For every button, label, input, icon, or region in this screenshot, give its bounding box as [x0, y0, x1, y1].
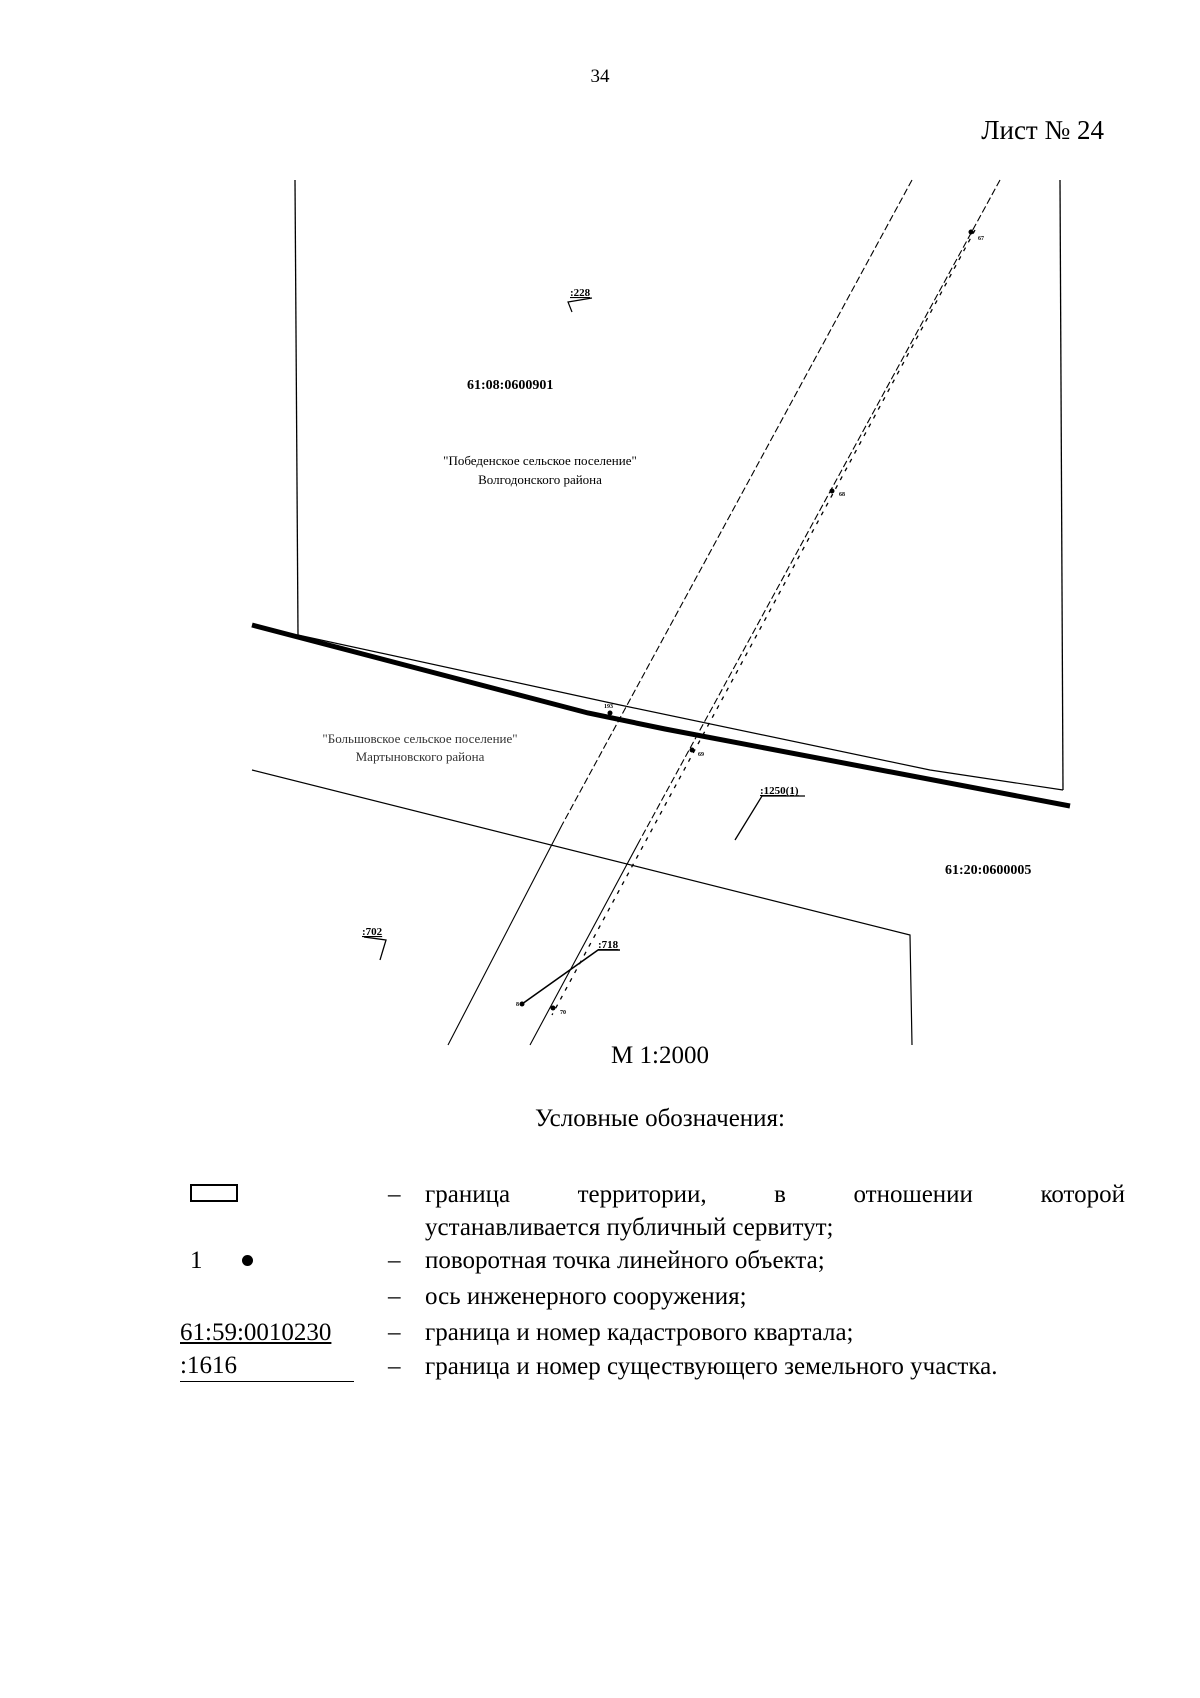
point-8-marker: [520, 1002, 525, 1007]
point-193-marker: [608, 711, 613, 716]
engineering-axis: [552, 230, 975, 1015]
settlement-south-line1: "Большовское сельское поселение": [322, 731, 518, 746]
quarter-number-sample: 61:59:0010230: [180, 1319, 332, 1346]
legend-desc-land-parcel: граница и номер существующего земельного участка.: [425, 1353, 998, 1380]
point-number-sample: 1: [190, 1247, 203, 1274]
servitude-line-west: [448, 825, 562, 1045]
legend-dash: –: [388, 1283, 401, 1310]
legend-dash: –: [388, 1353, 401, 1380]
point-193-label: 193: [604, 704, 613, 710]
legend-word: в: [774, 1181, 786, 1208]
parcel-number-228: :228: [570, 287, 591, 299]
servitude-boundary-symbol: [190, 1184, 238, 1202]
point-67-marker: [969, 230, 974, 235]
point-68-label: 68: [839, 492, 845, 498]
parcel-number-718: :718: [598, 939, 619, 951]
point-69-label: 69: [698, 752, 704, 758]
legend-desc-servitude-boundary: [425, 1178, 1125, 1244]
legend-desc-turning-point: поворотная точка линейного объекта;: [425, 1247, 825, 1274]
sheet-label: Лист № 24: [981, 115, 1104, 145]
parcel-boundary-north-south-edge: [298, 635, 1063, 790]
point-70-label: 70: [560, 1010, 566, 1016]
legend-dash: –: [388, 1247, 401, 1274]
settlement-north-line2: Волгодонского района: [478, 472, 602, 487]
legend-word: которой: [1040, 1181, 1125, 1208]
servitude-line-west-dashed: [562, 180, 912, 825]
point-69-marker: [690, 748, 695, 753]
servitude-line-east: [530, 840, 640, 1045]
quarter-number-north: 61:08:0600901: [467, 378, 554, 393]
point-67-label: 67: [978, 236, 984, 242]
legend-title: Условные обозначения:: [534, 1105, 786, 1132]
point-marker-symbol: [242, 1255, 253, 1266]
parcel-number-1250: :1250(1): [760, 785, 799, 797]
point-70-marker: [551, 1006, 556, 1011]
point-8-label: 8: [516, 1002, 519, 1008]
leader-718: [522, 950, 620, 1004]
quarter-number-south: 61:20:0600005: [945, 863, 1032, 878]
legend-desc-engineering-axis: ось инженерного сооружения;: [425, 1283, 747, 1310]
legend-word: граница: [425, 1181, 511, 1208]
legend-desc-line2: устанавливается публичный сервитут;: [425, 1214, 834, 1241]
leader-228: [568, 298, 592, 312]
legend-dash: –: [388, 1319, 401, 1346]
leader-1250: [735, 796, 805, 840]
legend-word: территории,: [577, 1181, 707, 1208]
legend-desc-cadastral-quarter: граница и номер кадастрового квартала;: [425, 1319, 854, 1346]
leader-702: [364, 937, 386, 960]
point-68-marker: [830, 489, 835, 494]
parcel-number-702: :702: [362, 926, 383, 938]
settlement-south-line2: Мартыновского района: [355, 749, 485, 764]
parcel-boundary-west: [295, 180, 298, 635]
page-number: 34: [590, 66, 610, 87]
settlement-north-line1: "Победенское сельское поселение": [443, 453, 637, 468]
legend-dash: –: [388, 1181, 401, 1208]
servitude-line-east-dashed: [640, 180, 1000, 840]
map-scale: М 1:2000: [611, 1042, 709, 1069]
parcel-number-sample: :1616: [180, 1350, 354, 1382]
parcel-boundary-east: [1060, 180, 1063, 790]
parcel-boundary-south: [252, 770, 912, 1045]
legend-word: отношении: [853, 1181, 973, 1208]
